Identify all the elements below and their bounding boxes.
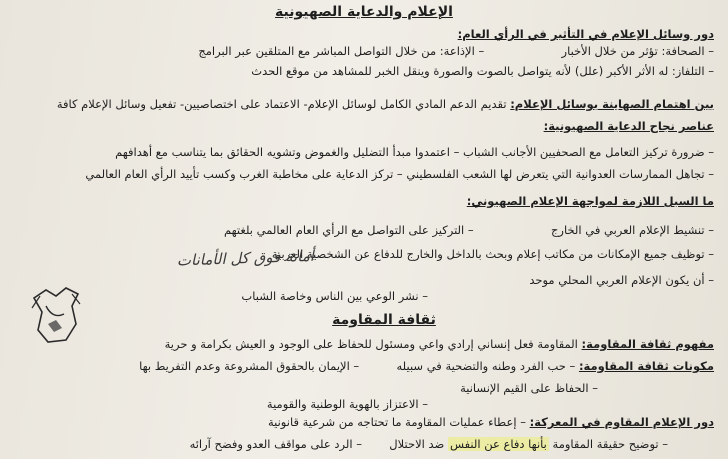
handwritten-note: أمانة فوق كل الأمانات bbox=[176, 246, 315, 270]
component-item-2: – الإيمان بالحقوق المشروعة وعدم التفريط بها bbox=[139, 359, 360, 373]
media-role-item-2-start: – توضيح حقيقة المقاومة bbox=[548, 437, 668, 451]
section-title-resistance: ثقافة المقاومة bbox=[332, 312, 436, 328]
radio-item: – الإذاعة: من خلال التواصل المباشر مع المتلقين عبر البرامج bbox=[198, 44, 485, 58]
media-press-radio-line bbox=[10, 43, 714, 59]
concept-line bbox=[10, 336, 714, 352]
ways-item-2: – التركيز على التواصل مع الرأي العام العالمي بلغتهم bbox=[223, 223, 474, 237]
ways-line-1 bbox=[10, 222, 714, 238]
component-item-1: – حب الفرد وطنه والتضحية في سبيله bbox=[396, 359, 576, 373]
media-role-line-2 bbox=[10, 436, 668, 452]
tv-item: – التلفاز: له الأثر الأكبر (علل) لأنه يتواصل بالصوت والصورة وينقل الخبر للمشاهد من موقع الحدث bbox=[251, 64, 714, 78]
page-title: الإعلام والدعاية الصهيونية bbox=[275, 4, 453, 20]
components-label: مكونات ثقافة المقاومة: bbox=[578, 359, 714, 373]
ways-item-4: – أن يكون الإعلام العربي المحلي موحد bbox=[529, 273, 714, 287]
concept-text: المقاومة فعل إنساني إرادي واعي ومسئول للحفاظ على الوجود و العيش بكرامة و حرية bbox=[164, 337, 578, 351]
press-item: – الصحافة: تؤثر من خلال الأخبار bbox=[561, 44, 714, 58]
zionist-interest-text: تقديم الدعم المادي الكامل لوسائل الإعلام- الاعتماد على اختصاصيين- تفعيل وسائل الإعلام كافة bbox=[56, 97, 507, 111]
ways-item-1: – تنشيط الإعلام العربي في الخارج bbox=[550, 223, 714, 237]
concept-label: مفهوم ثقافة المقاومة: bbox=[581, 337, 714, 351]
ways-item-3: – توظيف جميع الإمكانات من مكاتب إعلام وبحث بالداخل والخارج للدفاع عن الشخصية العربية bbox=[271, 247, 714, 261]
components-line bbox=[10, 358, 714, 374]
success-factor-item: – ضرورة تركيز التعامل مع الصحفيين الأجانب الشباب – اعتمدوا مبدأ التضليل والغموض وتشويه الحقائق بما يتناسب مع أهدافهم bbox=[115, 145, 714, 159]
component-item-4: – الاعتزاز بالهوية الوطنية والقومية bbox=[266, 397, 428, 411]
ways-heading: ما السبل اللازمة لمواجهة الإعلام الصهيوني: bbox=[466, 194, 714, 208]
media-role-highlight: بأنها دفاع عن النفس bbox=[449, 437, 547, 451]
success-factor-item: – تجاهل الممارسات العدوانية التي يتعرض لها الشعب الفلسطيني – تركز الدعاية على مخاطبة الغرب وكسب تأييد الرأي العام العالمي bbox=[85, 167, 714, 181]
media-role-line bbox=[10, 414, 714, 430]
ways-item-5: – نشر الوعي بين الناس وخاصة الشباب bbox=[241, 289, 428, 303]
component-item-3: – الحفاظ على القيم الإنسانية bbox=[460, 381, 598, 395]
zionist-interest-line bbox=[10, 96, 714, 112]
zionist-interest-label: بين اهتمام الصهاينة بوسائل الإعلام: bbox=[510, 97, 714, 111]
media-role-item-1: – إعطاء عمليات المقاومة ما تحتاجه من شرعية قانونية bbox=[267, 415, 526, 429]
media-role-item-2-end: ضد الاحتلال bbox=[389, 437, 448, 451]
media-role-item-3: – الرد على مواقف العدو وفضح آرائه bbox=[189, 437, 362, 451]
media-role-label: دور الإعلام المقاوم في المعركة: bbox=[529, 415, 714, 429]
success-factors-heading: عناصر نجاح الدعاية الصهيونية: bbox=[543, 119, 714, 133]
section-heading-media-role: دور وسائل الإعلام في التأثير في الرأي العام: bbox=[457, 27, 714, 41]
